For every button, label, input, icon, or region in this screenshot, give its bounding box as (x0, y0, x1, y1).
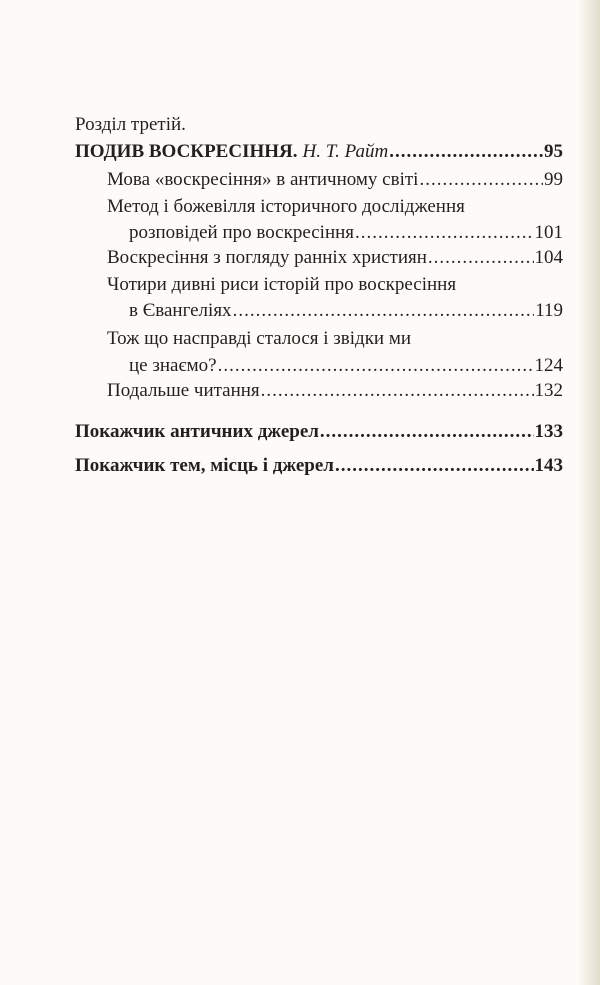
dot-leader (233, 299, 535, 323)
toc-index (75, 420, 563, 444)
entry-title: Чотири дивні риси історій про воскресіння (107, 274, 457, 295)
toc-entry (107, 273, 563, 297)
index-title: Покажчик тем, місць і джерел (75, 455, 334, 476)
toc-chapter (75, 140, 563, 164)
toc-entry-continuation (129, 221, 563, 245)
page-number: 143 (534, 455, 563, 476)
page-number: 99 (544, 169, 563, 190)
dot-leader (335, 454, 534, 478)
dot-leader (428, 246, 534, 270)
page-number: 101 (534, 222, 563, 243)
dot-leader (419, 168, 543, 192)
entry-title: Подальше читання (107, 380, 260, 401)
dot-leader (389, 140, 543, 164)
toc-entry (107, 195, 563, 219)
page-number: 95 (544, 141, 563, 162)
toc-entry (107, 327, 563, 351)
entry-title: Воскресіння з погляду ранніх християн (107, 247, 427, 268)
chapter-author: Н. Т. Райт (302, 141, 389, 162)
page-edge-shadow (578, 0, 600, 985)
section-label (75, 113, 563, 137)
toc-index (75, 454, 563, 478)
toc-entry (107, 379, 563, 403)
toc-entry (107, 168, 563, 192)
toc-entry (107, 246, 563, 270)
entry-title: Метод і божевілля історичного дослідження (107, 196, 465, 217)
page-number: 132 (534, 380, 563, 401)
entry-title: це знаємо? (129, 355, 217, 376)
dot-leader (355, 221, 533, 245)
entry-title: Мова «воскресіння» в античному світі (107, 169, 419, 190)
chapter-title: ПОДИВ ВОСКРЕСІННЯ. (75, 141, 298, 162)
index-title: Покажчик античних джерел (75, 421, 319, 442)
dot-leader (320, 420, 534, 444)
toc-entry-continuation (129, 299, 563, 323)
section-label-text: Розділ третій. (75, 114, 186, 135)
entry-title: розповідей про воскресіння (129, 222, 355, 243)
entry-title: Тож що насправді сталося і звідки ми (107, 328, 412, 349)
page-number: 104 (534, 247, 563, 268)
entry-title: в Євангеліях (129, 300, 232, 321)
page-number: 133 (534, 421, 563, 442)
page-number: 119 (535, 300, 563, 321)
dot-leader (261, 379, 534, 403)
toc-entry-continuation (129, 354, 563, 378)
page-number: 124 (534, 355, 563, 376)
dot-leader (218, 354, 534, 378)
